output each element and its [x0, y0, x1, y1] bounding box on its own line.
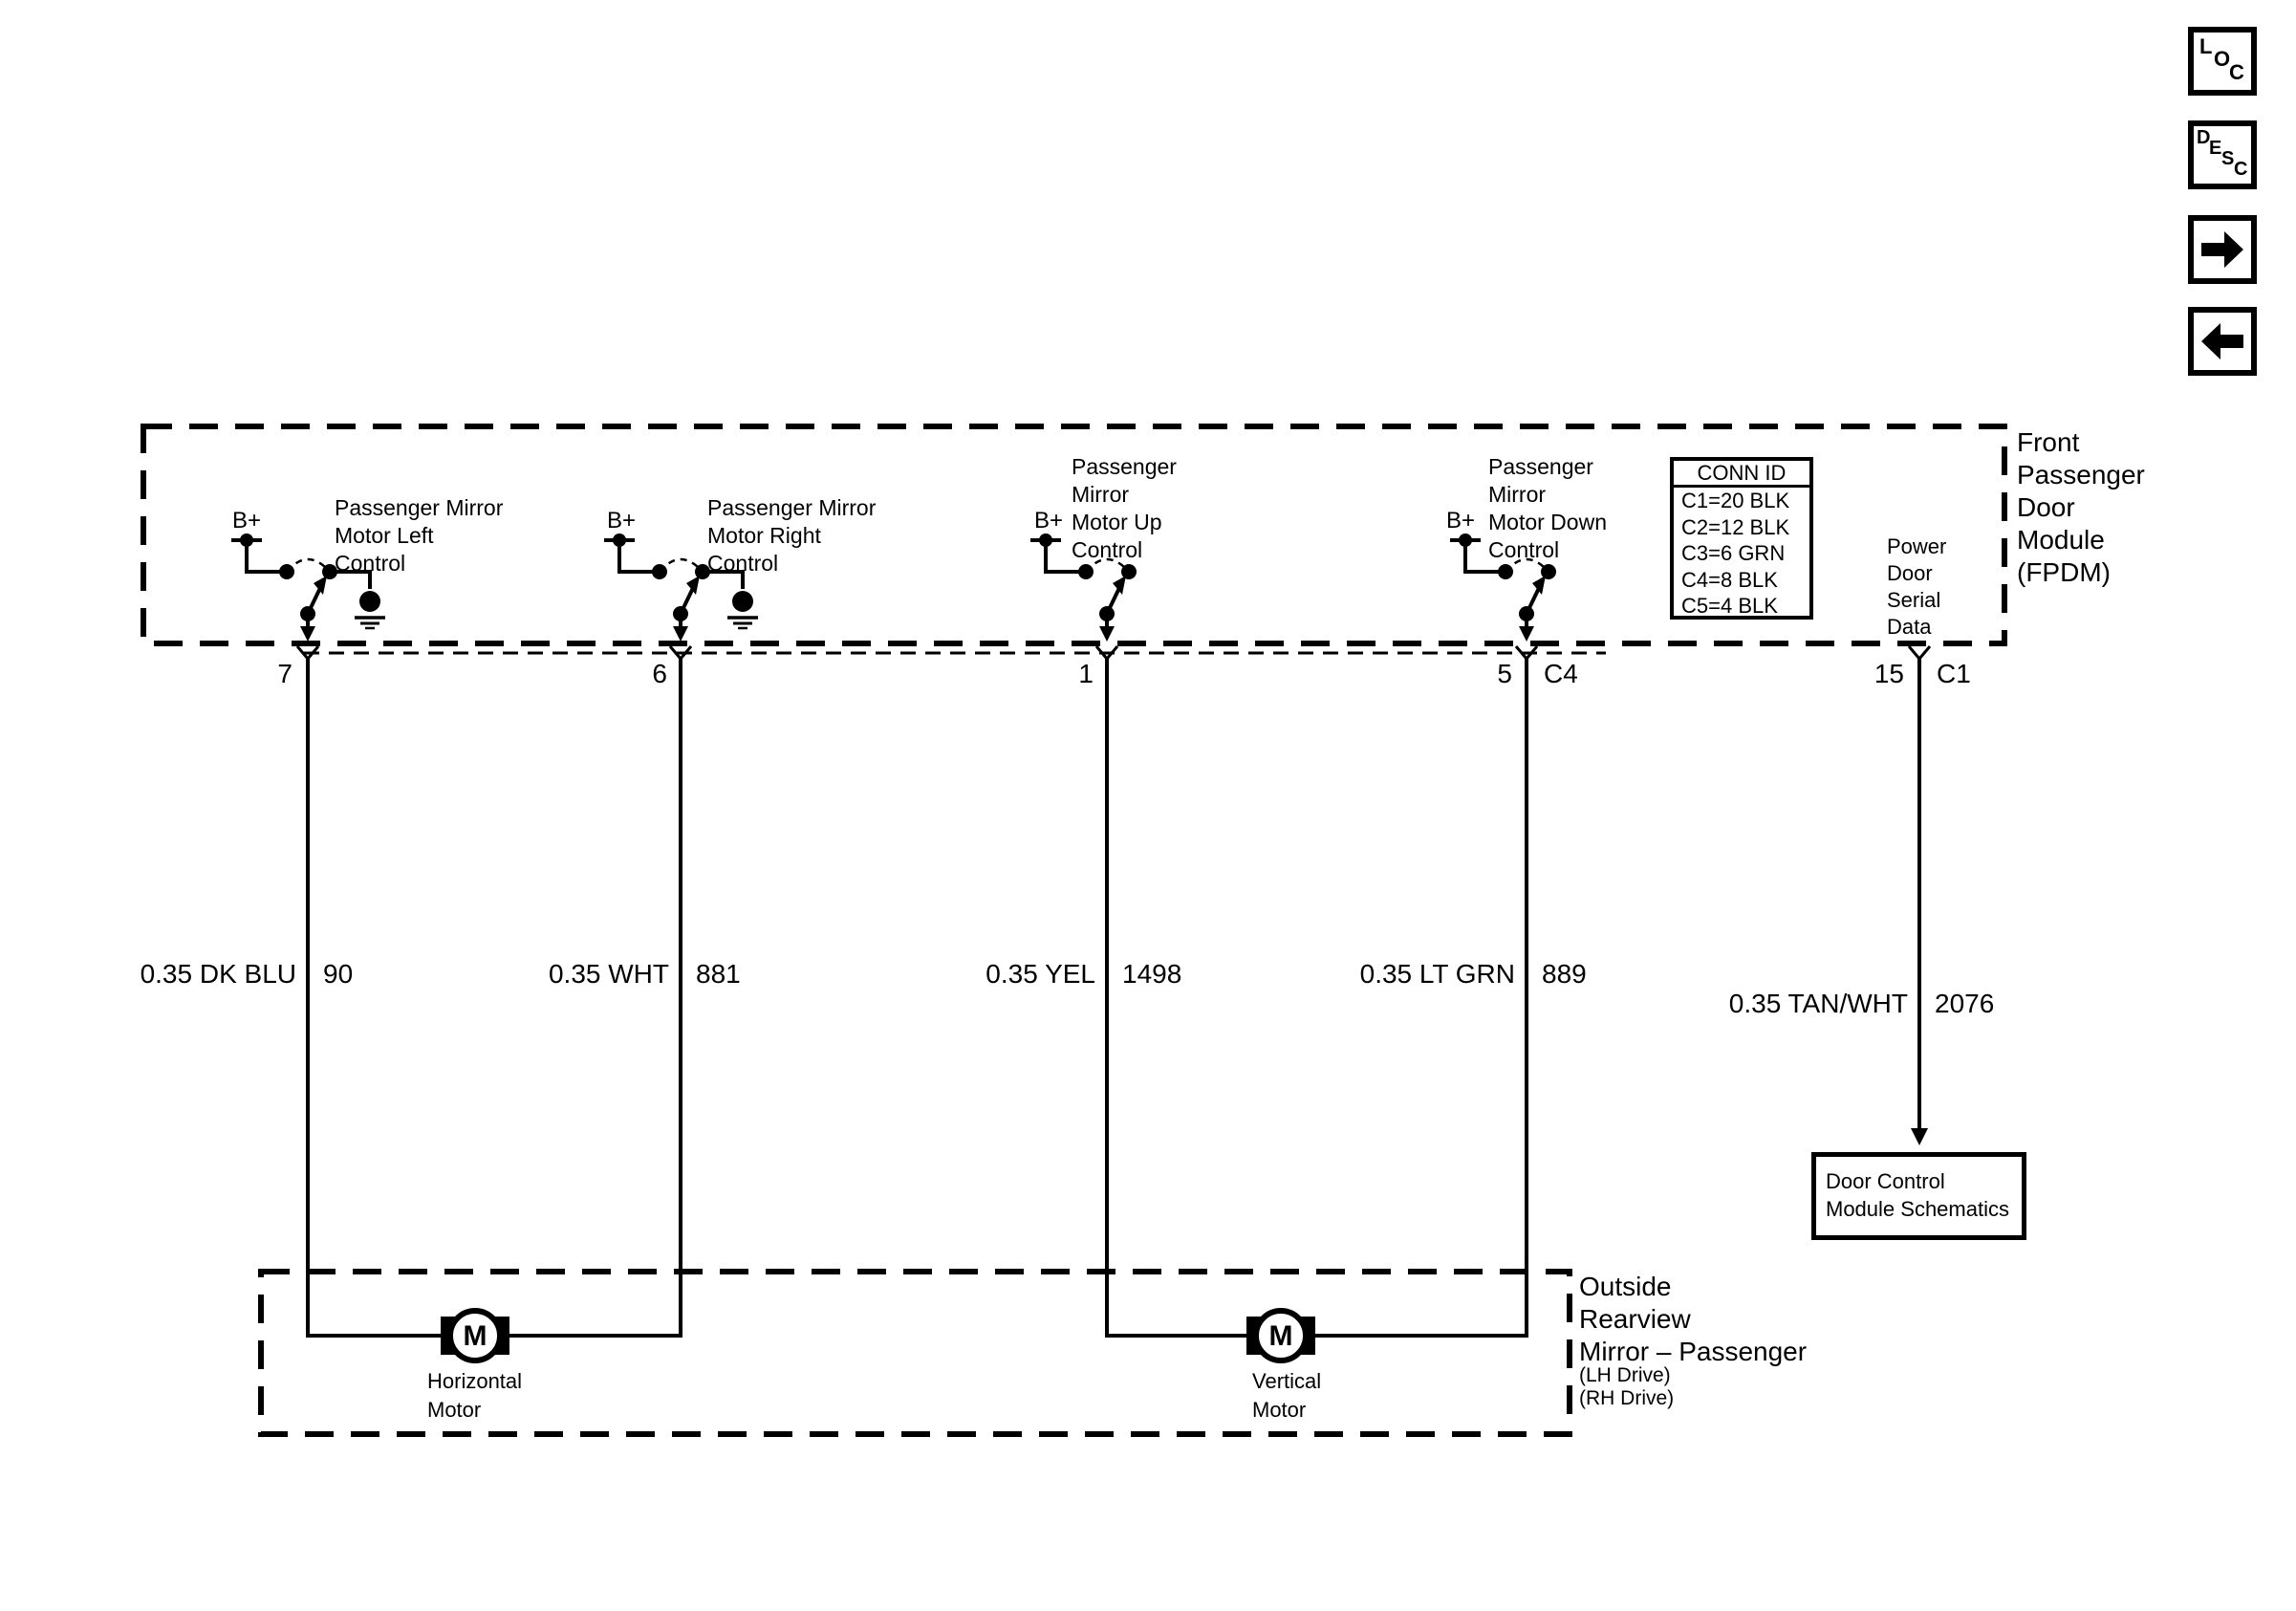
conn-id-row: C4=8 BLK [1681, 567, 1778, 592]
connector-c4-label: C4 [1544, 659, 1578, 688]
bplus-label: B+ [1445, 508, 1476, 533]
conn-id-row: C3=6 GRN [1681, 541, 1786, 565]
door-control-module-schematics-box: Door Control Module Schematics [1811, 1152, 2026, 1240]
ground-icon [330, 572, 385, 628]
mirror-up-switch-label: Passenger Mirror Motor Up Control [1072, 454, 1177, 562]
conn-id-row: C5=4 BLK [1681, 594, 1778, 618]
wire-color-label: 0.35 LT GRN [1359, 959, 1515, 989]
ground-icon [703, 572, 758, 628]
power-door-serial-data-label: Power Door Serial Data [1887, 534, 1947, 639]
wire-color-label: 0.35 YEL [986, 959, 1095, 989]
wire-wht-881 [509, 659, 681, 1336]
wire-color-label: 0.35 WHT [548, 959, 669, 989]
wire-circuit-label: 2076 [1935, 989, 1995, 1018]
mirror-left-switch-symbol [231, 533, 337, 642]
pin-number: 5 [1497, 659, 1512, 688]
connector-c1-label: C1 [1937, 659, 1971, 688]
conn-id-table [1670, 457, 1813, 620]
wire-circuit-label: 881 [696, 959, 741, 989]
desc-button-letter: C [2234, 159, 2248, 180]
bplus-label: B+ [1033, 508, 1064, 533]
mirror-left-switch-label: Passenger Mirror Motor Left Control [335, 495, 504, 576]
bplus-label: B+ [231, 508, 262, 533]
right-arrow-icon [2194, 221, 2251, 278]
wire-dk-blu-90 [308, 659, 441, 1336]
desc-button[interactable] [2188, 120, 2257, 189]
motor-m-symbol: M [1268, 1320, 1293, 1352]
conn-id-row: C1=20 BLK [1681, 489, 1790, 512]
wire-circuit-label: 889 [1542, 959, 1587, 989]
loc-button-letter: O [2214, 47, 2231, 71]
wire-circuit-label: 90 [323, 959, 354, 989]
desc-button-letter: E [2209, 138, 2222, 159]
loc-button[interactable] [2188, 27, 2257, 96]
wire-color-label: 0.35 TAN/WHT [1728, 989, 1908, 1018]
pin-number: 15 [1874, 659, 1904, 688]
mirror-title: Outside Rearview Mirror – Passenger [1579, 1272, 1808, 1366]
wire-yel-1498 [1107, 659, 1246, 1336]
pin-number: 1 [1078, 659, 1094, 688]
bplus-label: B+ [606, 508, 637, 533]
mirror-right-switch-symbol [604, 533, 710, 642]
left-arrow-icon [2194, 313, 2251, 370]
previous-page-button[interactable] [2188, 307, 2257, 376]
loc-button-letter: C [2229, 60, 2244, 84]
serial-data-arrowhead [1911, 1128, 1928, 1145]
next-page-button[interactable] [2188, 215, 2257, 284]
motor-m-symbol: M [463, 1320, 487, 1352]
pin-number: 6 [652, 659, 667, 688]
pin-15-connector-icon [1909, 646, 1930, 659]
horizontal-motor-label: Horizontal Motor [427, 1369, 523, 1422]
wire-lt-grn-889 [1315, 659, 1527, 1336]
mirror-drive-note: (LH Drive) (RH Drive) [1579, 1364, 1675, 1409]
mirror-down-switch-label: Passenger Mirror Motor Down Control [1488, 454, 1607, 562]
mirror-right-switch-label: Passenger Mirror Motor Right Control [707, 495, 877, 576]
pin-number: 7 [277, 659, 292, 688]
wire-circuit-label: 1498 [1122, 959, 1182, 989]
desc-button-letter: D [2197, 127, 2211, 148]
desc-button-letter: S [2221, 148, 2235, 169]
conn-id-row: C2=12 BLK [1681, 514, 1790, 539]
vertical-motor-label: Vertical Motor [1252, 1369, 1322, 1422]
loc-button-letter: L [2199, 34, 2213, 58]
wire-color-label: 0.35 DK BLU [140, 959, 296, 989]
conn-id-header: CONN ID [1674, 461, 1809, 488]
fpdm-title: Front Passenger Door Module (FPDM) [2017, 427, 2145, 587]
